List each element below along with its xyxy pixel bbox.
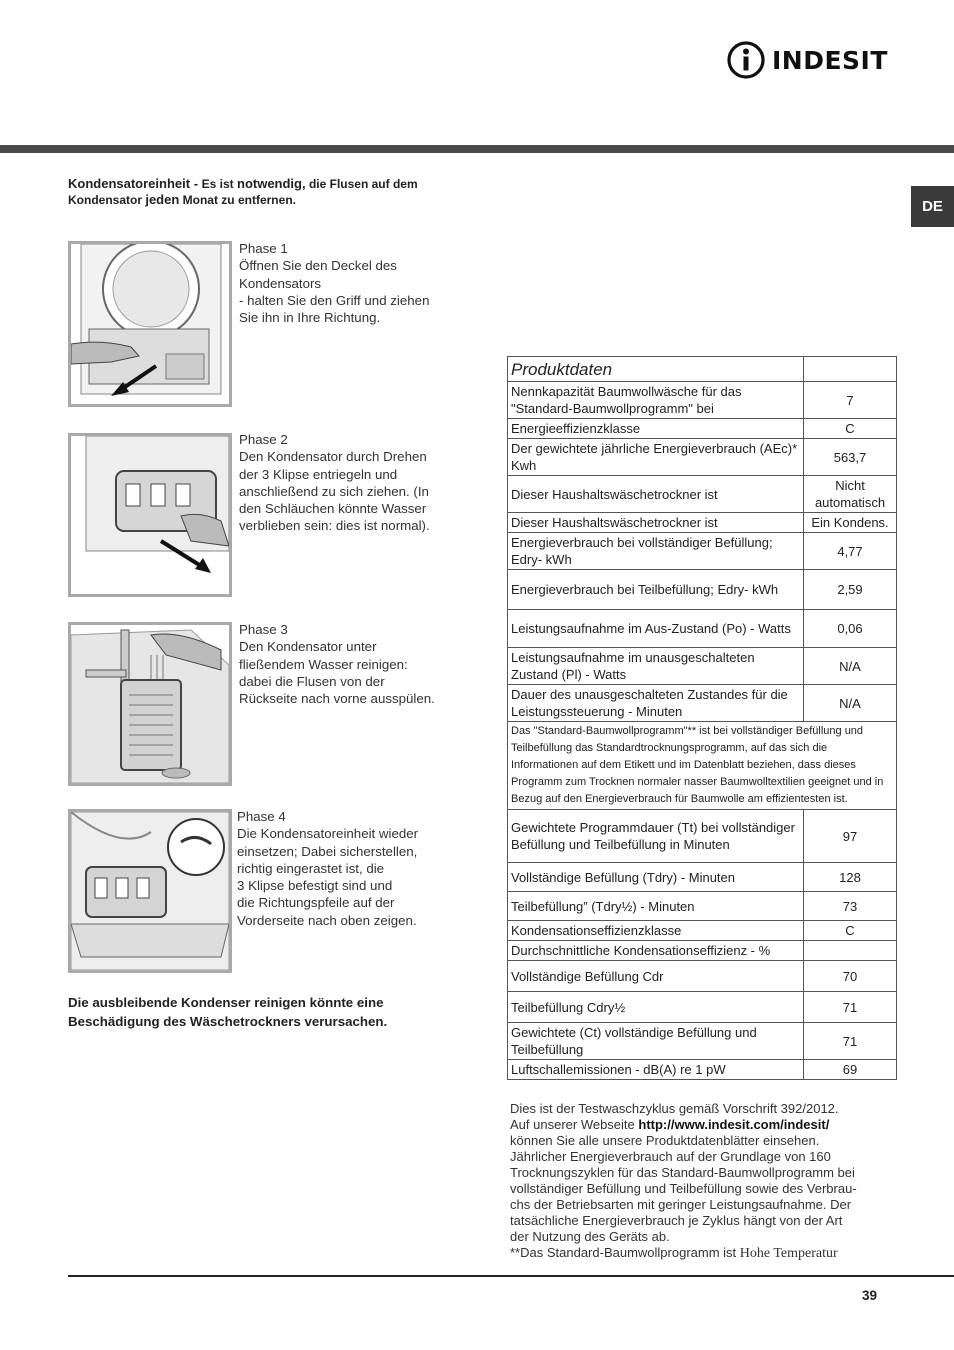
table-row: Nennkapazität Baumwollwäsche für das "Standard-Baumwollprogramm" bei 7 bbox=[508, 382, 897, 419]
phase-1-text: Phase 1 Öffnen Sie den Deckel des Kondensators - halten Sie den Griff und ziehen Sie ihn in Ihre Richtung. bbox=[239, 241, 430, 326]
brand-name: INDESIT bbox=[772, 45, 888, 75]
header-bar bbox=[0, 145, 954, 153]
product-sheets-link[interactable]: http://www.indesit.com/indesit/ bbox=[638, 1117, 830, 1132]
table-note-row bbox=[508, 722, 897, 810]
phase-4-illustration bbox=[68, 809, 232, 973]
indesit-i-icon bbox=[726, 40, 766, 80]
table-row: Luftschallemissionen - dB(A) re 1 pW 69 bbox=[508, 1060, 897, 1080]
table-row: Der gewichtete jährliche Energieverbrauch (AEc)* Kwh 563,7 bbox=[508, 439, 897, 476]
table-row: Energieverbrauch bei vollständiger Befüllung; Edry- kWh 4,77 bbox=[508, 533, 897, 570]
table-row: Dieser Haushaltswäschetrockner ist Nicht automatisch bbox=[508, 476, 897, 513]
program-name: Hohe Temperatur bbox=[739, 1246, 838, 1261]
phase-2-illustration bbox=[68, 433, 232, 597]
table-row: Energieverbrauch bei Teilbefüllung; Edry- kWh 2,59 bbox=[508, 570, 897, 610]
language-tab: DE bbox=[911, 186, 954, 227]
table-row: Vollständige Befüllung (Tdry) - Minuten 128 bbox=[508, 863, 897, 892]
table-header-row bbox=[508, 357, 897, 382]
table-row: Energieeffizienzklasse C bbox=[508, 419, 897, 439]
warning-text: Die ausbleibende Kondenser reinigen könnte eine Beschädigung des Wäschetrockners verursachen. bbox=[68, 995, 388, 1029]
phase-3-text: Phase 3 Den Kondensator unter fließendem Wasser reinigen: dabei die Flusen von der Rückseite nach vorne ausspülen. bbox=[239, 622, 435, 707]
phase-1-illustration bbox=[68, 241, 232, 407]
section-intro: Kondensatoreinheit - Es ist notwendig, die Flusen auf dem Kondensator jeden Monat zu entfernen. bbox=[68, 176, 418, 207]
table-note: Das "Standard-Baumwollprogramm"** ist bei vollständiger Befüllung und Teilbefüllung das Standardtrocknungsprogramm, auf das sich die Informationen auf dem Etikett und im Datenblatt beziehen, dass dieses Programm zum Trocknen normaler nasser Baumwolltextilien geeignet und in Bezug auf den Energieverbrauch für Baumwolle am effizientesten ist. bbox=[508, 722, 897, 810]
table-row: Leistungsaufnahme im Aus-Zustand (Po) - Watts 0,06 bbox=[508, 610, 897, 648]
page-number: 39 bbox=[862, 1288, 878, 1303]
table-row: Gewichtete (Ct) vollständige Befüllung und Teilbefüllung 71 bbox=[508, 1023, 897, 1060]
section-title: Kondensatoreinheit bbox=[68, 176, 191, 191]
table-row: Dieser Haushaltswäschetrockner ist Ein Kondens. bbox=[508, 513, 897, 533]
footnote-block: Dies ist der Testwaschzyklus gemäß Vorschrift 392/2012. Auf unserer Webseite http://www.indesit.com/indesit/ können Sie alle unsere Produktdatenblätter einsehen. Jährlicher Energieverbrauch auf der Grundlage von 160 Trocknungszyklen für das Standard-Baumwollprogramm bei vollständiger Befüllung und Teilbefüllung sowie des Verbrau- chs der Betriebsarten mit geringer Leistungsaufnahme. Der tatsächliche Energieverbrauch je Zyklus hängt von der Art der Nutzung des Geräts ab. **Das Standard-Baumwollprogramm ist Hohe Temperatur bbox=[510, 1101, 857, 1261]
table-row: Teilbefüllung Cdry½ 71 bbox=[508, 992, 897, 1023]
table-row: Leistungsaufnahme im unausgeschalteten Zustand (Pl) - Watts N/A bbox=[508, 648, 897, 685]
footer-rule bbox=[68, 1275, 954, 1277]
product-data-table bbox=[507, 356, 897, 1080]
phase-3-illustration bbox=[68, 622, 232, 786]
phase-2-text: Phase 2 Den Kondensator durch Drehen der 3 Klipse entriegeln und anschließend zu sich ziehen. (In den Schläuchen könnte Wasser verblieben sein: dies ist normal). bbox=[239, 432, 430, 534]
table-title: Produktdaten bbox=[508, 357, 804, 382]
table-row: Vollständige Befüllung Cdr 70 bbox=[508, 961, 897, 992]
table-row: Kondensationseffizienzklasse C bbox=[508, 921, 897, 941]
table-row: Durchschnittliche Kondensationseffizienz - % bbox=[508, 941, 897, 961]
phase-4-text: Phase 4 Die Kondensatoreinheit wieder einsetzen; Dabei sicherstellen, richtig eingerastet ist, die 3 Klipse befestigt sind und die Richtungspfeile auf der Vorderseite nach oben zeigen. bbox=[237, 809, 419, 928]
table-row: Dauer des unausgeschalteten Zustandes für die Leistungssteuerung - Minuten N/A bbox=[508, 685, 897, 722]
table-row: Teilbefüllung” (Tdry½) - Minuten 73 bbox=[508, 892, 897, 921]
table-row: Gewichtete Programmdauer (Tt) bei vollständiger Befüllung und Teilbefüllung in Minuten 97 bbox=[508, 810, 897, 863]
brand-logo bbox=[726, 40, 888, 80]
